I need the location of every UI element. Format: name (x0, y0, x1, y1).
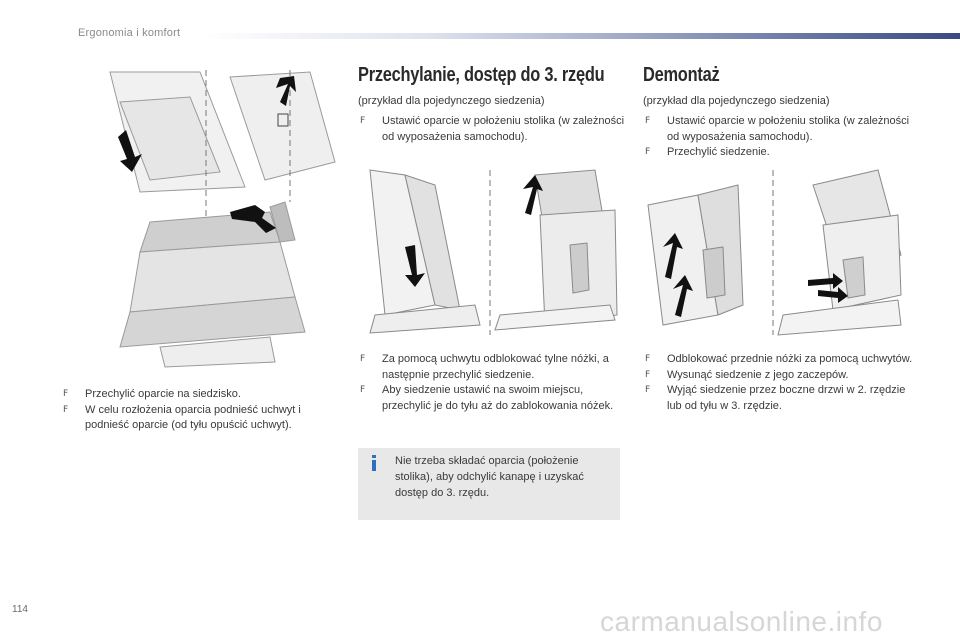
bullet-marker: F (63, 404, 69, 415)
seat-tilt-illustration (365, 165, 620, 337)
left-bullet-list (63, 387, 343, 434)
seat-fold-illustration (80, 62, 342, 372)
list-item: F W celu rozłożenia oparcia podnieść uchwyt i podnieść oparcie (od tyłu opuścić uchwyt). (63, 403, 301, 431)
bullet-marker: F (645, 369, 651, 380)
bullet-marker: F (360, 385, 366, 395)
list-item: F Za pomocą uchwytu odblokować tylne nóżki, a następnie przechylić siedzenie. (360, 353, 609, 381)
list-item: F Ustawić oparcie w położeniu stolika (w zależności od wyposażenia samochodu). (360, 115, 625, 143)
info-icon (369, 455, 379, 471)
section-header-label: Ergonomia i komfort (78, 27, 181, 39)
header-accent-bar (200, 33, 960, 39)
list-item: F Ustawić oparcie w położeniu stolika (w zależności od wyposażenia samochodu). (645, 115, 910, 143)
seat-removal-illustration (643, 165, 903, 337)
section-subtitle: (przykład dla pojedynczego siedzenia) (358, 95, 545, 107)
section-title-removal: Demontaż (643, 64, 720, 86)
bullet-marker: F (360, 116, 366, 126)
middle-bullet-list-bottom (360, 352, 625, 414)
list-item: F Przechylić siedzenie. (645, 145, 915, 161)
middle-bullet-list-top (360, 114, 625, 145)
bullet-marker: F (645, 116, 651, 126)
list-item: F Wyjąć siedzenie przez boczne drzwi w 2. rzędzie lub od tyłu w 3. rzędzie. (645, 384, 906, 412)
page-number: 114 (12, 604, 28, 615)
list-item: F Przechylić oparcie na siedzisko. (63, 387, 343, 403)
list-item: F Wysunąć siedzenie z jego zaczepów. (645, 368, 920, 384)
right-bullet-list-bottom (645, 352, 920, 414)
list-item: F Aby siedzenie ustawić na swoim miejscu, przechylić je do tyłu aż do zablokowania nóżek. (360, 384, 614, 412)
info-note-text: Nie trzeba składać oparcia (położenie stolika), aby odchylić kanapę i uzyskać dostęp do 3. rzędu. (395, 455, 584, 499)
bullet-marker: F (645, 354, 651, 364)
section-title-tilt-access: Przechylanie, dostęp do 3. rzędu (358, 64, 605, 86)
right-bullet-list-top (645, 114, 915, 161)
bullet-marker: F (63, 389, 69, 399)
watermark-text: carmanualsonline.info (600, 606, 883, 637)
bullet-marker: F (360, 354, 366, 364)
list-item: F Odblokować przednie nóżki za pomocą uchwytów. (645, 352, 920, 368)
section-subtitle: (przykład dla pojedynczego siedzenia) (643, 95, 830, 107)
bullet-marker: F (645, 385, 651, 395)
bullet-marker: F (645, 147, 651, 157)
